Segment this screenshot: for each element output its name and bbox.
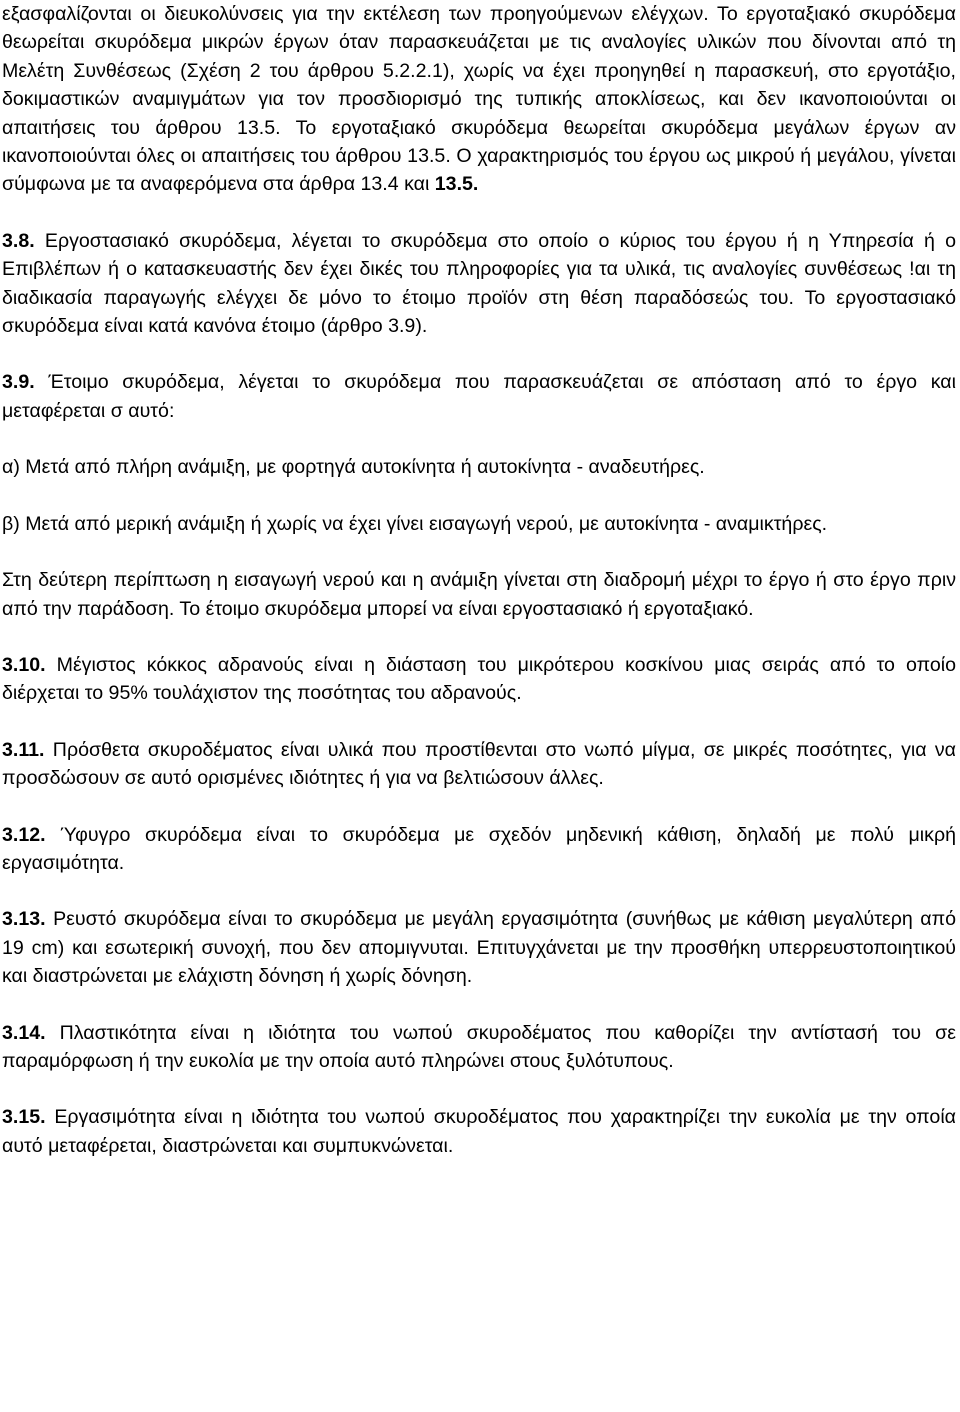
section-text: Πρόσθετα σκυροδέματος είναι υλικά που προστίθενται στο νωπό μίγμα, σε μικρές ποσότητες, για να προσδώσουν σε αυτό ορισμένες ιδιότητες ή για να βελτιώσουν άλλες. — [2, 738, 956, 790]
section-text: Πλαστικότητα είναι η ιδιότητα του νωπού σκυροδέματος που καθορίζει την αντίστασή του σε παραμόρφωση ή την ευκολία με την οποία αυτό πληρώνει στους ξυλότυπους. — [2, 1021, 956, 1072]
section-number: 3.15. — [2, 1106, 46, 1129]
intro-text: εξασφαλίζονται οι διευκολύνσεις για την εκτέλεση των προηγούμενων ελέγχων. Το εργοταξιακό σκυρόδεμα θεωρείται σκυρόδεμα μικρών έργων όταν παρασκευάζεται με τις αναλογίες υλικών που δίνονται από τη Μελέτη Συνθέσεως (Σχέση 2 του άρθρου 5.2.2.1), χωρίς να έχει προηγηθεί η παρασκευή, στο εργοτάξιο, δοκιμαστικών αναμιγμάτων για τον προσδιορισμό της τυπικής αποκλίσεως, και δεν ικανοποιούνται οι απαιτήσεις του άρθρου 13.5. Το εργοταξιακό σκυρόδεμα θεωρείται σκυρόδεμα μεγάλων έργων αν ικανοποιούνται όλες οι απαιτήσεις του άρθρου 13.5. Ο χαρακτηρισμός του έργου ως μικρού ή μεγάλου, γίνεται σύμφωνα με τα αναφερόμενα στα άρθρα 13.4 και — [2, 3, 956, 196]
section-number: 3.8. — [2, 229, 35, 252]
section-3-8 — [2, 227, 956, 341]
section-text: Έτοιμο σκυρόδεμα, λέγεται το σκυρόδεμα που παρασκευάζεται σε απόσταση από το έργο και μεταφέρεται σ αυτό: — [2, 371, 956, 422]
section-number: 3.11. — [2, 738, 45, 761]
section-3-9-note: Στη δεύτερη περίπτωση η εισαγωγή νερού και η ανάμιξη γίνεται στη διαδρομή μέχρι το έργο ή στο έργο πριν από την παράδοση. Το έτοιμο σκυρόδεμα μπορεί να είναι εργοστασιακό ή εργοταξιακό. — [2, 569, 956, 620]
section-3-10 — [2, 651, 956, 708]
section-3-12 — [2, 821, 956, 878]
section-number: 3.13. — [2, 908, 46, 931]
section-3-15 — [2, 1103, 956, 1160]
section-text: Εργασιμότητα είναι η ιδιότητα του νωπού σκυροδέματος που χαρακτηρίζει την ευκολία με την οποία αυτό μεταφέρεται, διαστρώνεται και συμπυκνώνεται. — [2, 1106, 956, 1157]
section-text: Μέγιστος κόκκος αδρανούς είναι η διάσταση του μικρότερου κοσκίνου μιας σειράς από το οποίο διέρχεται το 95% τουλάχιστον της ποσότητας του αδρανούς. — [2, 653, 956, 705]
section-number: 3.12. — [2, 823, 46, 846]
section-text: Εργοστασιακό σκυρόδεμα, λέγεται το σκυρόδεμα στο οποίο ο κύριος του έργου ή η Υπηρεσία ή ο Επιβλέπων ή ο κατασκευαστής δεν έχει δικές του πληροφορίες για τα υλικά, τις αναλογίες συνθέσεως !αι τη διαδικασία παραγωγής ελέγχει δε μόνο το έτοιμο προϊόν στη θέση παραδόσεώς του. Το εργοστασιακό σκυρόδεμα είναι κατά κανόνα έτοιμο (άρθρο 3.9). — [2, 229, 956, 338]
intro-paragraph — [2, 0, 956, 199]
section-text: Ρευστό σκυρόδεμα είναι το σκυρόδεμα με μεγάλη εργασιμότητα (συνήθως με κάθιση μεγαλύτερη από 19 cm) και εσωτερική συνοχή, που δεν απομιγνυται. Επιτυγχάνεται με την προσθήκη υπερρευστοποιητικού και διαστρώνεται με ελάχιστη δόνηση ή χωρίς δόνηση. — [2, 908, 956, 988]
list-item-a: α) Μετά από πλήρη ανάμιξη, με φορτηγά αυτοκίνητα ή αυτοκίνητα - αναδευτήρες. — [2, 456, 705, 479]
intro-bold-ref: 13.5. — [434, 173, 479, 196]
section-3-14 — [2, 1019, 956, 1076]
list-item-b: β) Μετά από μερική ανάμιξη ή χωρίς να έχει γίνει εισαγωγή νερού, με αυτοκίνητα - αναμικτήρες. — [2, 512, 828, 535]
section-3-9 — [2, 368, 956, 425]
section-3-13 — [2, 905, 956, 990]
section-number: 3.14. — [2, 1021, 46, 1044]
section-text: Ύφυγρο σκυρόδεμα είναι το σκυρόδεμα με σχεδόν μηδενική κάθιση, δηλαδή με πολύ μικρή εργασιμότητα. — [2, 823, 956, 874]
section-number: 3.9. — [2, 371, 35, 394]
section-3-11 — [2, 736, 956, 793]
section-number: 3.10. — [2, 653, 46, 676]
